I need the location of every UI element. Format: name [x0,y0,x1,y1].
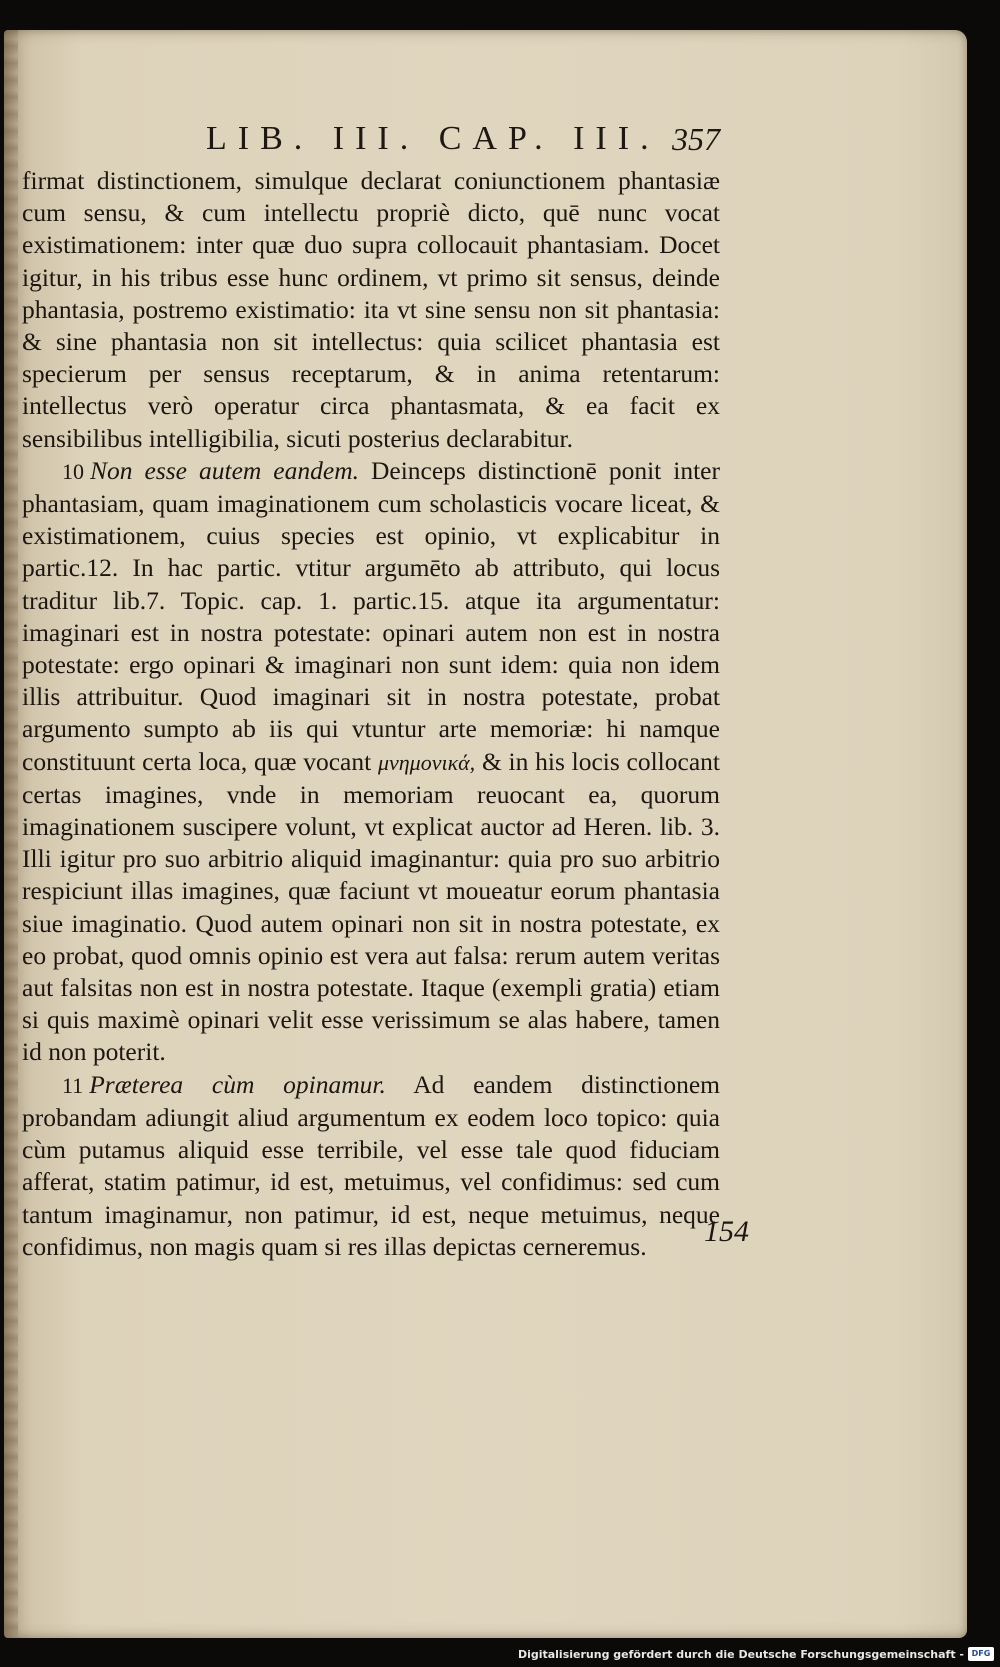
paragraph-11 [22,1069,720,1263]
page-header [4,86,967,157]
paragraph-lemma: Præterea cùm opinamur. [89,1069,386,1099]
paragraph-lemma: Non esse autem eandem. [90,455,359,485]
paragraph-text: Ad eandem distinctionem probandam adiungit aliud argumentum ex eodem loco topico: quia cùm putamus aliquid esse terribile, vel esse tale quod fiduciam afferat, statim patimur, id est, metuimus, vel confidimus: sed cum tantum imaginamur, non patimur, id est, neque metuimus, neque confidimus, non magis quam si res illas depictas cerneremus. [22,1069,720,1261]
greek-term: μνημονικά, [377,749,476,775]
digitization-footer [0,1641,1000,1667]
paragraph-text: firmat distinctionem, simulque declarat coniunctionem phantasiæ cum sensu, & cum intellectu propriè dicto, quē nunc vocat existimationem: inter quæ duo supra collocauit phantasiam. Docet igitur, in his tribus esse hunc ordinem, vt primo sit sensus, deinde phantasia, postremo existimatio: ita vt sine sensu non sit phantasia: & sine phantasia non sit intellectus: quia scilicet phantasia est specierum per sensus receptarum, & in anima retentarum: intellectus verò operatur circa phantasmata, & ea facit ex sensibilibus intelligibilia, sicuti posterius declarabitur. [22,166,720,453]
paragraph-text-continued: & in his locis collocant certas imagines, vnde in memoriam reuocant ea, quorum imaginationem suscipere volunt, vt explicat auctor ad Heren. lib. 3. Illi igitur pro suo arbitrio aliquid imaginantur: quia pro suo arbitrio respiciunt illas imagines, quæ faciunt vt moueatur eorum phantasia siue imaginatio. Quod autem opinari non sit in nostra potestate, ex eo probat, quod omnis opinio est vera aut falsa: rerum autem veritas aut falsitas non est in nostra potestate. Itaque (exempli gratia) etiam si quis maximè opinari velit esse verissimum se alas habere, tamen id non poterit. [22,746,720,1067]
paragraph-10 [22,455,720,1069]
margin-note: 154 [704,1215,749,1248]
page-number: 357 [672,121,720,157]
paragraph-continuation [22,165,720,455]
dfg-logo-icon: DFG [968,1647,994,1661]
running-title: LIB. III. CAP. III. [206,120,660,157]
main-text [22,165,720,1263]
paragraph-number: 11 [62,1072,84,1098]
paragraph-text: Deinceps distinctionē ponit inter phantasiam, quam imaginationem cum scholasticis vocare liceat, & existimationem, cuius species est opinio, vt explicabitur in partic.12. In hac partic. vtitur argumēto ab attributo, qui locus traditur lib.7. Topic. cap. 1. partic.15. atque ita argumentatur: imaginari est in nostra potestate: opinari autem non est in nostra potestate: ergo opinari & imaginari non sunt idem: quia non idem illis attribuitur. Quod imaginari sit in nostra potestate, probat argumento sumpto ab iis qui vtuntur arte memoriæ: hi namque constituunt certa loca, quæ vocant [22,455,720,776]
page-gutter-shadow [4,30,18,1638]
book-page [4,30,967,1638]
paragraph-number: 10 [62,458,84,484]
footer-credit: Digitalisierung gefördert durch die Deutsche Forschungsgemeinschaft - [517,1648,964,1661]
